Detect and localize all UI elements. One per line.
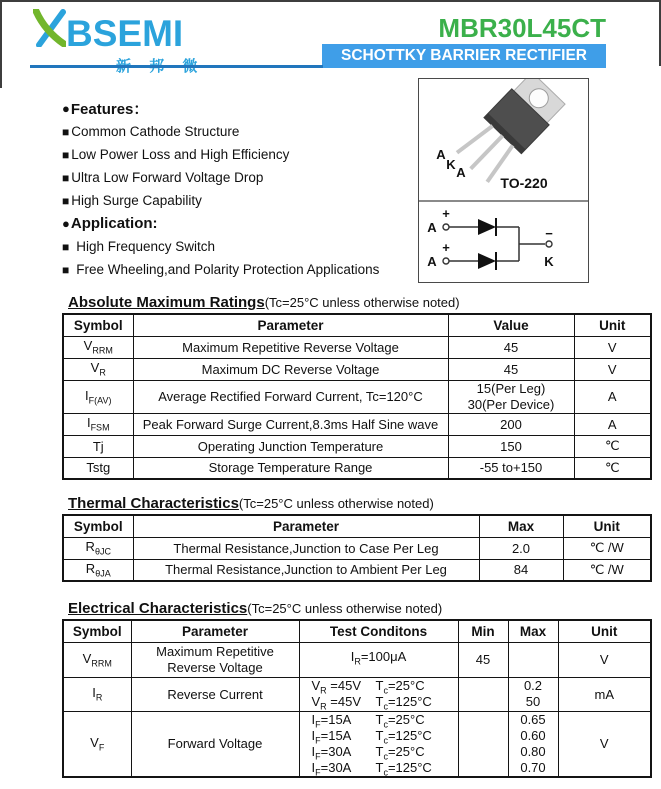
bullet-square-icon: ■ — [62, 262, 70, 277]
parameter-cell: Peak Forward Surge Current,8.3ms Half Sine wave — [133, 413, 448, 435]
unit-cell: V — [574, 358, 651, 380]
feature-item — [62, 143, 414, 166]
part-number-title: MBR30L45CT — [438, 13, 606, 43]
parameter-cell: Thermal Resistance,Junction to Case Per Leg — [133, 537, 479, 559]
symbol-sub: θJC — [94, 546, 111, 557]
page-edge-left — [0, 0, 2, 88]
elec-section-title — [68, 600, 442, 618]
bullet-square-icon: ■ — [62, 147, 70, 162]
column-header: Unit — [558, 620, 651, 642]
min-cell: 45 — [458, 642, 508, 677]
feature-item-label: High Surge Capability — [71, 193, 202, 208]
column-header: Symbol — [63, 515, 133, 537]
symbol-base: I — [92, 685, 96, 701]
table-row — [63, 457, 651, 479]
product-type-banner: SCHOTTKY BARRIER RECTIFIER — [322, 44, 606, 68]
cond-right: $T_c=25^\circ C$ — [375, 743, 425, 762]
amr-section-title — [68, 294, 460, 312]
max-cell: 84 — [479, 559, 563, 581]
symbol-sub: F — [98, 742, 105, 753]
symbol-cell — [63, 537, 133, 559]
symbol-sub: R — [95, 692, 103, 703]
schematic-section — [419, 202, 588, 282]
header-divider — [30, 65, 323, 68]
column-header: Max — [479, 515, 563, 537]
cond-right: $T_c=25^\circ C$ — [375, 711, 425, 730]
symbol-cell — [63, 413, 133, 435]
column-header: Symbol — [63, 314, 133, 336]
package-panel — [418, 78, 589, 283]
table-row — [63, 677, 651, 711]
cond-left: $V_R =45V$ — [311, 694, 362, 712]
unit-cell: A — [574, 380, 651, 413]
table-row — [63, 358, 651, 380]
parameter-cell: Reverse Current — [131, 677, 299, 711]
column-header: Test Conditons — [299, 620, 458, 642]
column-header: Parameter — [133, 314, 448, 336]
bullet-circle-icon: ● — [62, 101, 70, 116]
value-cell: -55 to+150 — [448, 457, 574, 479]
logo-text: BSEMI — [66, 13, 184, 54]
section-title-text: Absolute Maximum Ratings — [68, 294, 265, 311]
application-item-label: Free Wheeling,and Polarity Protection Applications — [76, 262, 380, 277]
bullet-square-icon: ■ — [62, 170, 70, 185]
anode-label: A — [427, 254, 437, 269]
unit-cell: ℃ — [574, 435, 651, 457]
unit-cell: V — [574, 336, 651, 358]
column-header: Unit — [563, 515, 651, 537]
feature-item — [62, 189, 414, 212]
table-row — [63, 559, 651, 581]
parameter-cell — [131, 642, 299, 677]
anode-label: A — [427, 220, 437, 235]
symbol-base: V — [90, 360, 100, 376]
parameter-cell: Thermal Resistance,Junction to Ambient Per Leg — [133, 559, 479, 581]
features-title: Features： — [70, 101, 149, 118]
max-line: 0.65 — [520, 711, 546, 727]
parameter-line: Reverse Voltage — [167, 659, 263, 675]
symbol-cell — [63, 677, 131, 711]
value-cell — [448, 380, 574, 413]
minus-sign: − — [545, 226, 553, 241]
column-header: Max — [508, 620, 558, 642]
column-header: Unit — [574, 314, 651, 336]
parameter-cell: Average Rectified Forward Current, Tc=120°C — [133, 380, 448, 413]
table-header-row — [63, 314, 651, 336]
symbol-base: I — [86, 415, 91, 431]
table-header-row — [63, 515, 651, 537]
condition-line — [300, 694, 458, 710]
cond-right: $T_c=125^\circ C$ — [375, 727, 432, 746]
feature-item — [62, 120, 414, 143]
value-cell: 45 — [448, 336, 574, 358]
section-title-condition: (Tc=25°C unless otherwise noted) — [238, 496, 434, 511]
condition-line — [300, 744, 458, 760]
symbol-cell — [63, 336, 133, 358]
symbol-sub: FSM — [90, 422, 110, 433]
symbol-base: R — [85, 539, 95, 555]
feature-item-label: Ultra Low Forward Voltage Drop — [71, 170, 264, 185]
condition-line — [300, 678, 458, 694]
symbol-base: V — [83, 338, 93, 354]
max-line: 0.70 — [520, 759, 546, 775]
symbol-sub: RRM — [92, 345, 113, 356]
elec-table — [62, 619, 652, 778]
section-title-condition: (Tc=25°C unless otherwise noted) — [247, 601, 443, 616]
max-line: 0.60 — [520, 727, 546, 743]
section-title-condition: (Tc=25°C unless otherwise noted) — [264, 295, 460, 310]
thermal-section-title — [68, 495, 434, 513]
feature-item-label: Common Cathode Structure — [71, 124, 240, 139]
parameter-cell: Operating Junction Temperature — [133, 435, 448, 457]
package-image-section — [419, 79, 588, 202]
cond-rest: =100μA — [360, 649, 407, 665]
column-header: Min — [458, 620, 508, 642]
package-pin-label: A — [456, 165, 466, 180]
cond-sub: R — [354, 656, 361, 667]
cond-right: $T_c=125^\circ C$ — [375, 759, 432, 778]
bullet-circle-icon: ● — [62, 216, 70, 231]
unit-cell: V — [558, 711, 651, 777]
value-line: 15(Per Leg) — [476, 380, 546, 396]
condition-line — [300, 728, 458, 744]
min-cell — [458, 711, 508, 777]
bullet-square-icon: ■ — [62, 124, 70, 139]
symbol-sub: RRM — [91, 658, 112, 669]
value-cell: 45 — [448, 358, 574, 380]
plus-sign: + — [442, 240, 450, 255]
logo-wordmark — [33, 9, 204, 52]
parameter-cell: Maximum Repetitive Reverse Voltage — [133, 336, 448, 358]
table-row — [63, 380, 651, 413]
cond-left: $I_F=30A$ — [311, 759, 352, 778]
package-name: TO-220 — [500, 175, 548, 191]
table-header-row — [63, 620, 651, 642]
cond-left: $I_F=30A$ — [311, 743, 352, 762]
unit-cell: ℃ /W — [563, 537, 651, 559]
condition-line — [300, 649, 458, 670]
parameter-cell: Forward Voltage — [131, 711, 299, 777]
bullet-square-icon: ■ — [62, 193, 70, 208]
unit-cell: mA — [558, 677, 651, 711]
parameter-cell: Storage Temperature Range — [133, 457, 448, 479]
section-title-text: Electrical Characteristics — [68, 600, 248, 617]
cond-left: $I_F=15A$ — [311, 727, 352, 746]
page-edge-top — [0, 0, 661, 2]
conditions-cell — [299, 677, 458, 711]
max-cell — [508, 711, 558, 777]
max-cell — [508, 677, 558, 711]
max-line: 50 — [525, 694, 541, 709]
table-row — [63, 336, 651, 358]
unit-cell: A — [574, 413, 651, 435]
plus-sign: + — [442, 206, 450, 221]
symbol-cell: Tj — [63, 435, 133, 457]
application-title: Application: — [70, 215, 158, 232]
application-item — [62, 235, 414, 258]
cathode-label: K — [544, 254, 554, 269]
features-section — [62, 97, 414, 281]
table-row — [63, 435, 651, 457]
cond-left: $V_R =45V$ — [311, 678, 362, 696]
logo-x-icon — [33, 9, 66, 52]
section-title-text: Thermal Characteristics — [68, 495, 239, 512]
symbol-cell: Tstg — [63, 457, 133, 479]
max-cell — [508, 642, 558, 677]
conditions-cell — [299, 642, 458, 677]
cond-right: $T_c=25^\circ C$ — [375, 678, 425, 696]
symbol-cell — [63, 380, 133, 413]
table-row — [63, 642, 651, 677]
condition-line — [300, 760, 458, 776]
symbol-base: V — [82, 650, 92, 666]
to220-package-drawing — [419, 79, 588, 199]
condition-line — [300, 712, 458, 728]
symbol-base: R — [85, 560, 96, 576]
value-line: 30(Per Device) — [467, 396, 555, 412]
bullet-square-icon: ■ — [62, 239, 70, 254]
feature-item-label: Low Power Loss and High Efficiency — [71, 147, 290, 162]
symbol-sub: θJA — [95, 568, 111, 579]
cond-right: $T_c=125^\circ C$ — [375, 694, 432, 712]
package-pin-label: K — [446, 157, 456, 172]
value-cell: 150 — [448, 435, 574, 457]
unit-cell: ℃ — [574, 457, 651, 479]
column-header: Parameter — [133, 515, 479, 537]
application-title-line — [62, 212, 414, 235]
application-item-label: High Frequency Switch — [76, 239, 216, 254]
table-row — [63, 711, 651, 777]
amr-table — [62, 313, 652, 480]
max-line: 0.2 — [523, 678, 543, 693]
feature-item — [62, 166, 414, 189]
cond-left: $I_F=15A$ — [311, 711, 352, 730]
cond-base: I — [350, 649, 355, 665]
symbol-cell — [63, 559, 133, 581]
diode-schematic — [419, 202, 588, 282]
symbol-base: V — [90, 734, 99, 750]
package-pin-label: A — [436, 147, 446, 162]
symbol-base: I — [85, 387, 89, 403]
value-cell: 200 — [448, 413, 574, 435]
table-row — [63, 537, 651, 559]
conditions-cell — [299, 711, 458, 777]
column-header: Parameter — [131, 620, 299, 642]
symbol-sub: F(AV) — [88, 395, 112, 406]
max-cell: 2.0 — [479, 537, 563, 559]
unit-cell: V — [558, 642, 651, 677]
column-header: Value — [448, 314, 574, 336]
symbol-sub: R — [99, 367, 106, 378]
max-line: 0.80 — [520, 743, 546, 759]
parameter-line: Maximum Repetitive — [156, 643, 274, 659]
parameter-cell: Maximum DC Reverse Voltage — [133, 358, 448, 380]
unit-cell: ℃ /W — [563, 559, 651, 581]
symbol-cell — [63, 642, 131, 677]
application-item — [62, 258, 414, 281]
symbol-cell — [63, 358, 133, 380]
features-title-line — [62, 97, 414, 120]
symbol-cell — [63, 711, 131, 777]
min-cell — [458, 677, 508, 711]
table-row — [63, 413, 651, 435]
column-header: Symbol — [63, 620, 131, 642]
thermal-table — [62, 514, 652, 582]
